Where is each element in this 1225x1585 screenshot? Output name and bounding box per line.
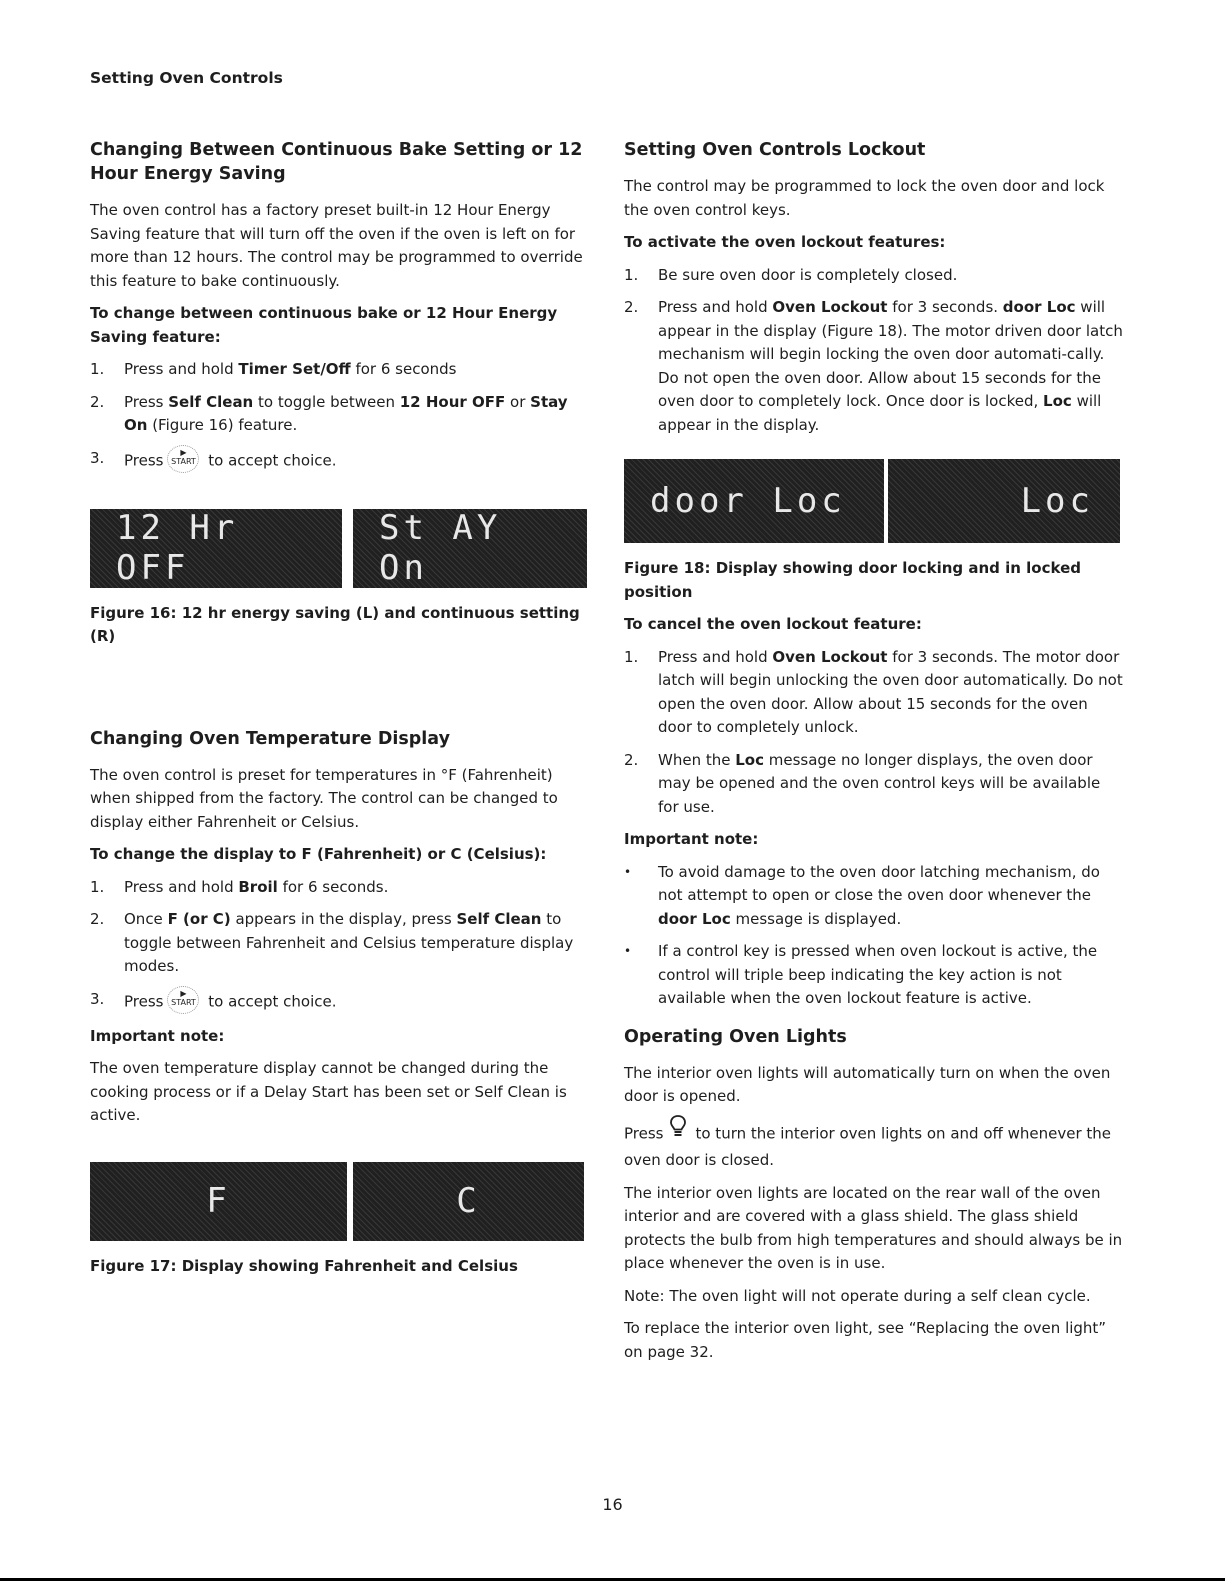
display-figure (624, 459, 1124, 543)
intro-paragraph: The oven control has a factory preset built-in 12 Hour Energy Saving feature that will turn off the oven if the oven is left on for more than 12 hours. The control may be programmed to override this feature to bake continuously. (90, 201, 583, 290)
steps-list (90, 358, 590, 475)
subheading: To activate the oven lockout features: (624, 233, 946, 251)
figure-caption: Figure 16: 12 hr energy saving (L) and continuous setting (R) (90, 603, 580, 645)
paragraph: Press to turn the interior oven lights on and off whenever the oven door is closed. (624, 1118, 1124, 1173)
paragraph: The interior oven lights will automatically turn on when the oven door is opened. (624, 1063, 1111, 1105)
display-figure (90, 1162, 590, 1241)
start-icon: ▶ START (167, 445, 199, 473)
note-heading: Important note: (624, 830, 759, 848)
lcd-display: F (90, 1162, 347, 1241)
paragraph: Note: The oven light will not operate during a self clean cycle. (624, 1286, 1091, 1305)
paragraph: The interior oven lights are located on the rear wall of the oven interior and are covered with a glass shield. The glass shield protects the bulb from high temperatures and should always be in place whenever the oven is in use. (624, 1183, 1123, 1272)
list-item: 1. Press and hold Broil for 6 seconds. (90, 877, 389, 896)
light-bulb-icon (669, 1114, 687, 1146)
subheading: To change the display to F (Fahrenheit) or C (Celsius): (90, 845, 547, 863)
display-figure (90, 509, 590, 588)
section-heading-lockout: Setting Oven Controls Lockout (624, 140, 926, 160)
list-item: 3. Press ▶ START to accept choice. (90, 447, 590, 475)
list-item: • If a control key is pressed when oven lockout is active, the control will triple beep indicating the key action is not available when the oven lockout feature is active. (624, 942, 1098, 1007)
subheading: To cancel the oven lockout feature: (624, 615, 922, 633)
lcd-display: C (353, 1162, 584, 1241)
lcd-display: St AY On (353, 509, 587, 588)
list-item: 2. Press and hold Oven Lockout for 3 seconds. door Loc will appear in the display (Figure 18). The motor driven door latch mechanism will begin locking the oven door automati-cally. Do not open the oven door. Allow about 15 seconds for the oven door to completely lock. Once door is locked, Loc will appear in the display. (624, 298, 1123, 434)
subheading: To change between continuous bake or 12 Hour Energy Saving feature: (90, 304, 558, 346)
list-item: 3. Press ▶ START to accept choice. (90, 988, 590, 1016)
list-item: 2. When the Loc message no longer displays, the oven door may be opened and the oven control keys will be available for use. (624, 750, 1101, 816)
list-item: 2. Press Self Clean to toggle between 12 Hour OFF or Stay On (Figure 16) feature. (90, 392, 568, 434)
list-item: 1. Be sure oven door is completely closed. (624, 265, 958, 284)
note-heading: Important note: (90, 1026, 225, 1045)
section-heading-temperature-display: Changing Oven Temperature Display (90, 728, 450, 749)
figure-caption: Figure 18: Display showing door locking and in locked position (624, 559, 1081, 601)
paragraph: To replace the interior oven light, see “Replacing the oven light” on page 32. (624, 1319, 1107, 1361)
lcd-display: 12 Hr OFF (90, 509, 342, 588)
list-item: 1. Press and hold Oven Lockout for 3 seconds. The motor door latch will begin unlocking the oven door automatically. Do not open the oven door. Allow about 15 seconds for the oven door to completely unlock. (624, 647, 1123, 736)
steps-list (624, 646, 1124, 820)
intro-paragraph: The control may be programmed to lock the oven door and lock the oven control keys. (624, 177, 1105, 219)
bottom-rule (0, 1578, 1225, 1581)
section-heading-continuous-bake: Changing Between Continuous Bake Setting or 12 Hour Energy Saving (90, 140, 583, 184)
section-heading-oven-lights: Operating Oven Lights (624, 1026, 847, 1047)
note-paragraph: The oven temperature display cannot be changed during the cooking process or if a Delay Start has been set or Self Clean is active. (90, 1059, 567, 1124)
steps-list (90, 876, 590, 1016)
page-number: 16 (602, 1495, 623, 1514)
intro-paragraph: The oven control is preset for temperatures in °F (Fahrenheit) when shipped from the factory. The control can be changed to display either Fahrenheit or Celsius. (90, 765, 558, 831)
list-item: • To avoid damage to the oven door latching mechanism, do not attempt to open or close the oven door whenever the door Loc message is displayed. (624, 862, 1100, 928)
list-item: 2. Once F (or C) appears in the display, press Self Clean to toggle between Fahrenheit and Celsius temperature display modes. (90, 910, 574, 975)
page-header: Setting Oven Controls (90, 69, 283, 87)
list-item: 1. Press and hold Timer Set/Off for 6 seconds (90, 360, 457, 378)
lcd-display: door Loc (624, 459, 884, 543)
steps-list (624, 264, 1124, 438)
right-column (624, 138, 1124, 1373)
left-column (90, 138, 590, 1287)
lcd-display: Loc (888, 459, 1120, 543)
figure-caption: Figure 17: Display showing Fahrenheit and Celsius (90, 1256, 518, 1275)
note-list (624, 861, 1124, 1011)
start-icon: ▶ START (167, 986, 199, 1014)
